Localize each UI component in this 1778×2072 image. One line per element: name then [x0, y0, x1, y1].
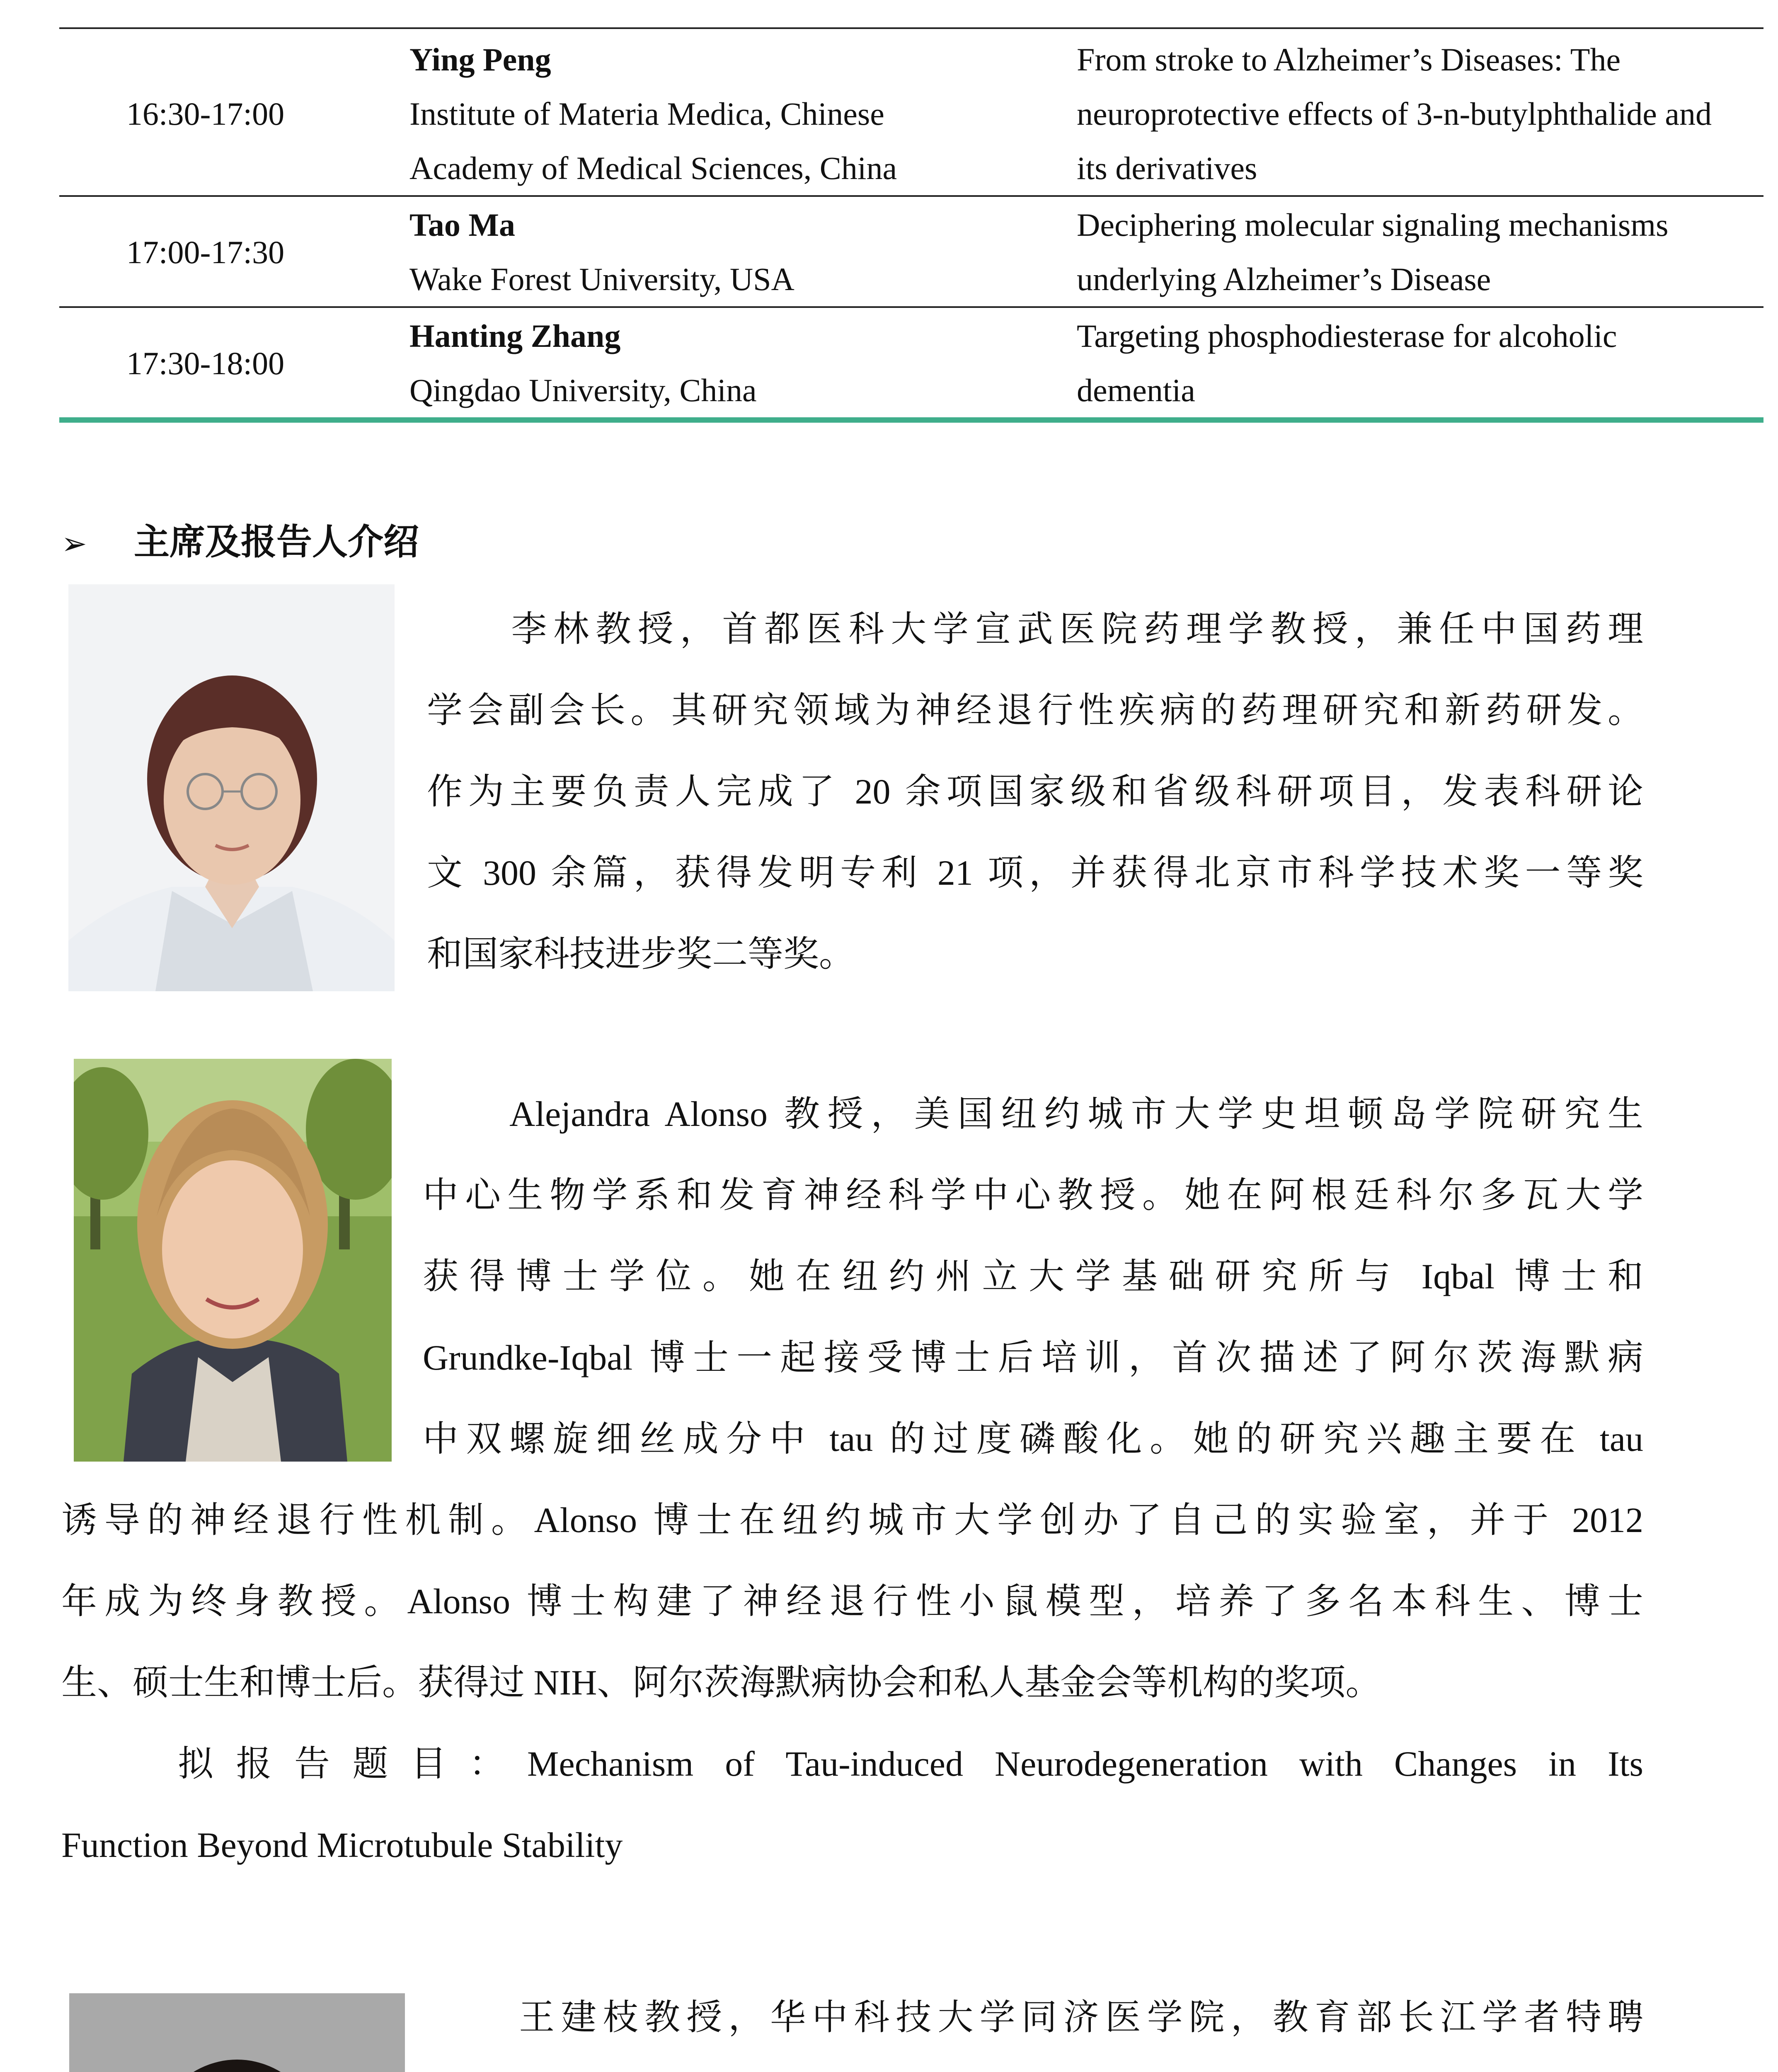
schedule-table — [59, 27, 1763, 423]
bio-line: 李林教授，首都医科大学宣武医院药理学教授，兼任中国药理 — [427, 609, 1643, 649]
speaker-cell — [351, 307, 1077, 420]
topic-line: dementia — [1077, 372, 1195, 408]
talk-topic — [1077, 196, 1763, 307]
bio-line: 王建枝教授，华中科技大学同济医学院，教育部长江学者特聘 — [435, 1997, 1643, 2037]
session-time: 16:30-17:00 — [59, 28, 351, 196]
speaker-cell — [351, 28, 1077, 196]
speaker-photo-li-lin — [68, 584, 395, 991]
speaker-affiliation: Academy of Medical Sciences, China — [409, 150, 897, 186]
portrait-photo-icon — [69, 1993, 405, 2072]
bio-line: 中双螺旋细丝成分中 tau 的过度磷酸化。她的研究兴趣主要在 tau — [423, 1419, 1643, 1459]
bio-line: 和国家科技进步奖二等奖。 — [427, 934, 855, 974]
speaker-name: Ying Peng — [409, 41, 551, 77]
bio-line: 文 300 余篇，获得发明专利 21 项，并获得北京市科学技术奖一等奖 — [427, 853, 1643, 893]
table-row — [59, 307, 1763, 420]
talk-topic — [1077, 28, 1763, 196]
section-heading — [61, 517, 419, 567]
topic-line: neuroprotective effects of 3-n-butylphthalide and — [1077, 96, 1712, 132]
section-title: 主席及报告人介绍 — [134, 521, 419, 563]
speaker-affiliation: Institute of Materia Medica, Chinese — [409, 96, 884, 132]
bio-line: 年成为终身教授。Alonso 博士构建了神经退行性小鼠模型，培养了多名本科生、博士 — [61, 1581, 1643, 1621]
speaker-affiliation: Qingdao University, China — [409, 372, 757, 408]
topic-line: underlying Alzheimer’s Disease — [1077, 261, 1491, 297]
proposed-talk-title: 拟报告题目：Mechanism of Tau-induced Neurodegeneration with Changes in Its — [61, 1744, 1643, 1784]
bio-line: Alejandra Alonso 教授，美国纽约城市大学史坦顿岛学院研究生 — [423, 1094, 1643, 1134]
bio-wang-jianzhi — [435, 1977, 1643, 2072]
table-row — [59, 28, 1763, 196]
speaker-photo-alonso — [74, 1059, 392, 1462]
bio-line: 生、硕士生和博士后。获得过 NIH、阿尔茨海默病协会和私人基金会等机构的奖项。 — [61, 1663, 1381, 1702]
speaker-cell — [351, 196, 1077, 307]
bio-line: 作为主要负责人完成了 20 余项国家级和省级科研项目，发表科研论 — [427, 772, 1643, 811]
portrait-photo-icon — [74, 1059, 392, 1462]
speaker-photo-wang-jianzhi — [69, 1993, 405, 2072]
portrait-photo-icon — [68, 584, 395, 991]
topic-line: Targeting phosphodiesterase for alcoholic — [1077, 318, 1617, 354]
speaker-affiliation: Wake Forest University, USA — [409, 261, 795, 297]
arrow-bullet-icon: ➢ — [61, 526, 87, 562]
topic-line: From stroke to Alzheimer’s Diseases: The — [1077, 41, 1621, 77]
bio-line: 学会副会长。其研究领域为神经退行性疾病的药理研究和新药研发。 — [427, 690, 1643, 730]
speaker-name: Tao Ma — [409, 207, 515, 243]
topic-line: Deciphering molecular signaling mechanisms — [1077, 207, 1669, 243]
topic-line: its derivatives — [1077, 150, 1257, 186]
speaker-name: Hanting Zhang — [409, 318, 621, 354]
bio-line: 诱导的神经退行性机制。Alonso 博士在纽约城市大学创办了自己的实验室，并于 2012 — [61, 1500, 1643, 1540]
session-time: 17:00-17:30 — [59, 196, 351, 307]
bio-alonso — [423, 1073, 1643, 1479]
bio-alonso-continued — [61, 1479, 1643, 1886]
bio-line: Grundke-Iqbal 博士一起接受博士后培训，首次描述了阿尔茨海默病 — [423, 1338, 1643, 1377]
talk-topic — [1077, 307, 1763, 420]
bio-line: 中心生物学系和发育神经科学中心教授。她在阿根廷科尔多瓦大学 — [423, 1175, 1643, 1215]
bio-line — [435, 2058, 1643, 2072]
bio-line: 获得博士学位。她在纽约州立大学基础研究所与 Iqbal 博士和 — [423, 1256, 1643, 1296]
table-row — [59, 196, 1763, 307]
proposed-talk-title: Function Beyond Microtubule Stability — [61, 1825, 623, 1865]
session-time: 17:30-18:00 — [59, 307, 351, 420]
bio-li-lin — [427, 588, 1643, 995]
